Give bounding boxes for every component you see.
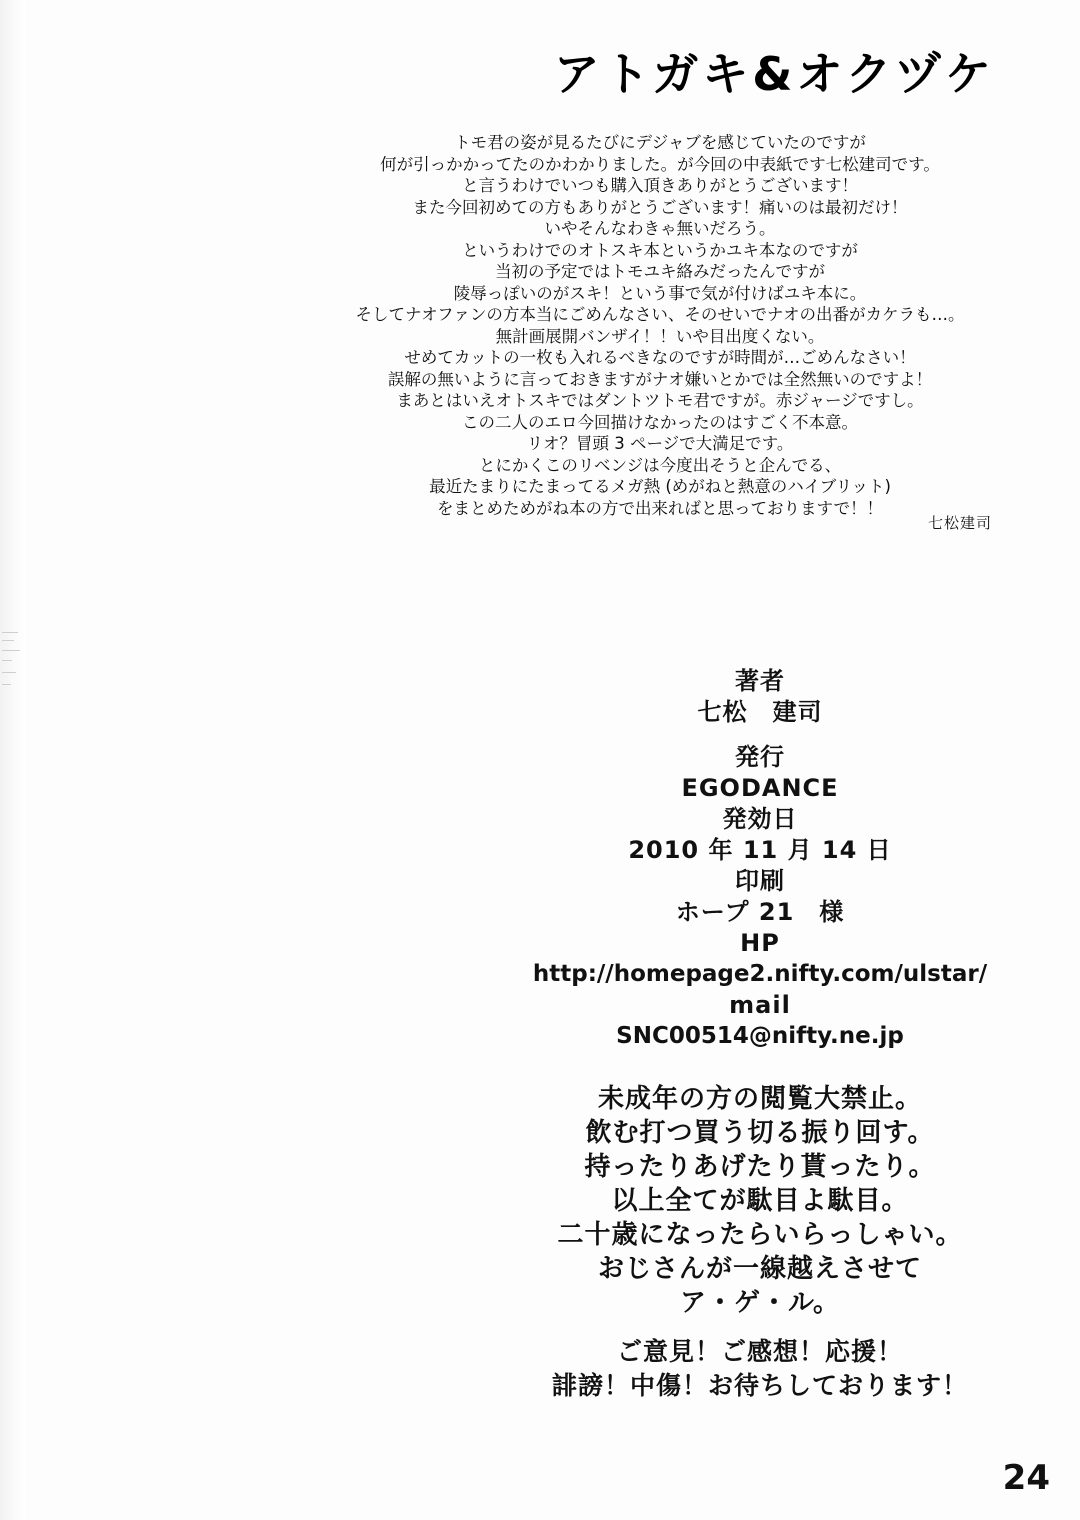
afterword-line: リオ？冒頭 3 ページで大満足です。	[526, 434, 794, 453]
afterword-line: 当初の予定ではトモユキ絡みだったんですが	[495, 262, 825, 281]
warning-line: ア・ゲ・ル。	[680, 1288, 840, 1318]
mail-label: mail	[729, 991, 791, 1019]
page-title: アトガキ&オクヅケ	[553, 47, 995, 101]
warning-line: 未成年の方の閲覧大禁止。	[597, 1084, 922, 1114]
afterword-line: とにかくこのリベンジは今度出そうと企んでる、	[478, 455, 842, 475]
publisher-label: 発行	[735, 743, 785, 771]
date-value: 2010 年 11 月 14 日	[628, 836, 892, 864]
warning-line: 飲む打つ買う切る振り回す。	[585, 1118, 935, 1148]
age-warning-block	[525, 1082, 995, 1320]
print-label: 印刷	[735, 867, 785, 895]
afterword-line: いやそんなわきゃ無いだろう。	[544, 219, 776, 238]
author-name: 七松 建司	[697, 698, 823, 726]
warning-line: おじさんが一線越えさせて	[597, 1254, 922, 1284]
afterword-line: また今回初めての方もありがとうございます！痛いのは最初だけ！	[412, 197, 908, 217]
print-value: ホープ 21 様	[675, 898, 845, 926]
page-number: 24	[1002, 1458, 1050, 1498]
afterword-line: 陵辱っぽいのがスキ！という事で気が付けばユキ本に。	[453, 283, 867, 303]
warning-line: 持ったりあげたり貰ったり。	[584, 1152, 936, 1182]
closing-line: ご意見！ご感想！応援！	[616, 1337, 903, 1366]
afterword-line: 何が引っかかってたのかわかりました。が今回の中表紙です七松建司です。	[380, 154, 940, 174]
mail-address[interactable]: SNC00514@nifty.ne.jp	[616, 1023, 904, 1049]
afterword-line: 誤解の無いように言っておきますがナオ嫌いとかでは全然無いのですよ！	[387, 369, 933, 389]
warning-line: 二十歳になったらいらっしゃい。	[557, 1220, 963, 1250]
date-label: 発効日	[722, 805, 798, 833]
afterword-line: 最近たまりにたまってるメガ熱 (めがねと熱意のハイブリット)	[429, 477, 891, 496]
afterword-line: そしてナオファンの方本当にごめんなさい、そのせいでナオの出番がカケラも…。	[355, 305, 965, 324]
afterword-text	[330, 132, 990, 519]
closing-line: 誹謗！中傷！お待ちしております！	[551, 1371, 968, 1400]
afterword-line: せめてカットの一枚も入れるべきなのですが時間が…ごめんなさい！	[404, 348, 916, 367]
afterword-line: というわけでのオトスキ本というかユキ本なのですが	[462, 240, 858, 260]
afterword-line: トモ君の姿が見るたびにデジャブを感じていたのですが	[454, 133, 866, 152]
author-signature: 七松建司	[927, 514, 992, 532]
afterword-line: をまとめためがね本の方で出来ればと思っておりますで！！	[437, 498, 883, 518]
closing-message-block	[525, 1335, 995, 1403]
warning-line: 以上全てが駄目よ駄目。	[611, 1186, 909, 1216]
afterword-line: と言うわけでいつも購入頂きありがとうございます！	[462, 176, 858, 195]
afterword-line: この二人のエロ今回描けなかったのはすごく不本意。	[462, 412, 858, 432]
colophon-block	[525, 666, 995, 1052]
homepage-url[interactable]: http://homepage2.nifty.com/ulstar/	[532, 961, 988, 987]
homepage-label: HP	[740, 929, 780, 957]
paper-edge-texture	[0, 0, 26, 1520]
author-label: 著者	[735, 667, 785, 695]
afterword-line: まあとはいえオトスキではダントツトモ君ですが。赤ジャージですし。	[396, 391, 924, 410]
afterword-line: 無計画展開バンザイ！！いや目出度くない。	[495, 326, 825, 346]
publisher-name: EGODANCE	[681, 774, 839, 802]
